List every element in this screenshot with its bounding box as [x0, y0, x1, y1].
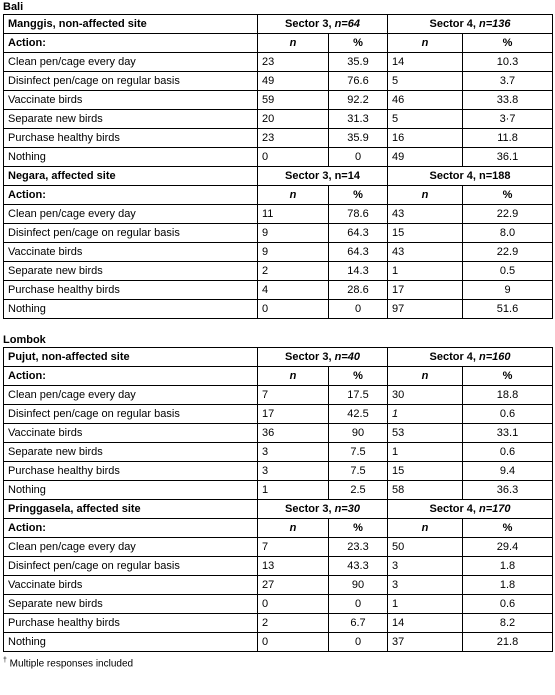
column-header-row	[4, 519, 553, 538]
s4-pct-cell: 36.3	[463, 481, 553, 500]
n-header: n	[258, 519, 329, 538]
s4-n-cell: 5	[388, 110, 463, 129]
table-row	[4, 148, 553, 167]
action-cell: Nothing	[4, 148, 258, 167]
table-row	[4, 633, 553, 652]
pct-header: %	[329, 367, 388, 386]
action-cell: Purchase healthy birds	[4, 614, 258, 633]
s4-n-cell: 1	[388, 405, 463, 424]
s3-n-cell: 0	[258, 595, 329, 614]
action-cell: Clean pen/cage every day	[4, 386, 258, 405]
s3-pct-cell: 7.5	[329, 443, 388, 462]
pct-header: %	[463, 519, 553, 538]
s3-pct-cell: 14.3	[329, 262, 388, 281]
site-name: Pujut, non-affected site	[4, 348, 258, 367]
s4-pct-cell: 0.6	[463, 405, 553, 424]
table-row	[4, 557, 553, 576]
action-cell: Nothing	[4, 481, 258, 500]
table-row	[4, 386, 553, 405]
table-row	[4, 481, 553, 500]
table-row	[4, 243, 553, 262]
s3-n-cell: 36	[258, 424, 329, 443]
s3-n-cell: 4	[258, 281, 329, 300]
s4-n-cell: 49	[388, 148, 463, 167]
action-cell: Clean pen/cage every day	[4, 53, 258, 72]
s4-n-cell: 37	[388, 633, 463, 652]
table-row	[4, 72, 553, 91]
s4-pct-cell: 51.6	[463, 300, 553, 319]
s4-pct-cell: 22.9	[463, 243, 553, 262]
action-header: Action:	[4, 367, 258, 386]
action-cell: Nothing	[4, 300, 258, 319]
s4-pct-cell: 9	[463, 281, 553, 300]
table-row	[4, 443, 553, 462]
s4-n-cell: 15	[388, 224, 463, 243]
n-header: n	[388, 34, 463, 53]
s4-n-cell: 3	[388, 576, 463, 595]
s3-n-cell: 0	[258, 633, 329, 652]
s3-pct-cell: 42.5	[329, 405, 388, 424]
pct-header: %	[463, 186, 553, 205]
sector4-header: Sector 4, n=170	[388, 500, 553, 519]
s3-n-cell: 49	[258, 72, 329, 91]
s4-n-cell: 3	[388, 557, 463, 576]
site-header-row	[4, 348, 553, 367]
action-cell: Disinfect pen/cage on regular basis	[4, 557, 258, 576]
column-header-row	[4, 34, 553, 53]
s4-pct-cell: 36.1	[463, 148, 553, 167]
action-cell: Purchase healthy birds	[4, 281, 258, 300]
action-header: Action:	[4, 519, 258, 538]
s3-pct-cell: 78.6	[329, 205, 388, 224]
s3-pct-cell: 90	[329, 424, 388, 443]
table-row	[4, 462, 553, 481]
region-label-bali: Bali	[3, 1, 24, 13]
s4-pct-cell: 8.2	[463, 614, 553, 633]
action-cell: Disinfect pen/cage on regular basis	[4, 72, 258, 91]
s3-n-cell: 3	[258, 462, 329, 481]
s3-n-cell: 1	[258, 481, 329, 500]
table-lombok	[3, 347, 553, 652]
table-row	[4, 405, 553, 424]
footnote-mark: †	[3, 657, 7, 664]
s4-n-cell: 14	[388, 53, 463, 72]
n-header: n	[388, 519, 463, 538]
pct-header: %	[329, 519, 388, 538]
action-cell: Purchase healthy birds	[4, 462, 258, 481]
s3-n-cell: 2	[258, 262, 329, 281]
s3-n-cell: 7	[258, 538, 329, 557]
pct-header: %	[463, 34, 553, 53]
table-row	[4, 110, 553, 129]
s3-pct-cell: 35.9	[329, 53, 388, 72]
s3-pct-cell: 76.6	[329, 72, 388, 91]
action-header: Action:	[4, 186, 258, 205]
s4-pct-cell: 18.8	[463, 386, 553, 405]
s3-n-cell: 9	[258, 224, 329, 243]
s4-pct-cell: 1.8	[463, 557, 553, 576]
sector4-header: Sector 4, n=160	[388, 348, 553, 367]
action-cell: Separate new birds	[4, 110, 258, 129]
s3-n-cell: 0	[258, 300, 329, 319]
action-cell: Disinfect pen/cage on regular basis	[4, 405, 258, 424]
sector4-header: Sector 4, n=188	[388, 167, 553, 186]
s3-n-cell: 23	[258, 129, 329, 148]
s4-pct-cell: 33.8	[463, 91, 553, 110]
table-row	[4, 53, 553, 72]
table-row	[4, 281, 553, 300]
s3-n-cell: 7	[258, 386, 329, 405]
pct-header: %	[329, 34, 388, 53]
s3-n-cell: 9	[258, 243, 329, 262]
s3-pct-cell: 2.5	[329, 481, 388, 500]
column-header-row	[4, 186, 553, 205]
s4-pct-cell: 0.5	[463, 262, 553, 281]
site-name: Negara, affected site	[4, 167, 258, 186]
s4-n-cell: 97	[388, 300, 463, 319]
action-cell: Vaccinate birds	[4, 243, 258, 262]
action-cell: Clean pen/cage every day	[4, 538, 258, 557]
s3-pct-cell: 0	[329, 300, 388, 319]
s3-pct-cell: 43.3	[329, 557, 388, 576]
s4-n-cell: 15	[388, 462, 463, 481]
sector3-header: Sector 3, n=30	[258, 500, 388, 519]
s3-n-cell: 23	[258, 53, 329, 72]
footnote	[0, 654, 555, 670]
s4-n-cell: 5	[388, 72, 463, 91]
s3-pct-cell: 35.9	[329, 129, 388, 148]
n-header: n	[388, 186, 463, 205]
s3-n-cell: 27	[258, 576, 329, 595]
s4-pct-cell: 1.8	[463, 576, 553, 595]
pct-header: %	[329, 186, 388, 205]
s4-pct-cell: 22.9	[463, 205, 553, 224]
s3-pct-cell: 0	[329, 595, 388, 614]
s4-pct-cell: 29.4	[463, 538, 553, 557]
s4-n-cell: 14	[388, 614, 463, 633]
table-row	[4, 614, 553, 633]
s4-n-cell: 1	[388, 262, 463, 281]
action-cell: Purchase healthy birds	[4, 129, 258, 148]
s3-n-cell: 0	[258, 148, 329, 167]
s4-pct-cell: 21.8	[463, 633, 553, 652]
s4-pct-cell: 11.8	[463, 129, 553, 148]
site-header-row	[4, 15, 553, 34]
section-gap	[0, 319, 555, 333]
s3-n-cell: 3	[258, 443, 329, 462]
s3-pct-cell: 23.3	[329, 538, 388, 557]
action-header: Action:	[4, 34, 258, 53]
s4-n-cell: 53	[388, 424, 463, 443]
s4-n-cell: 58	[388, 481, 463, 500]
s4-n-cell: 46	[388, 91, 463, 110]
site-header-row	[4, 167, 553, 186]
s3-pct-cell: 64.3	[329, 224, 388, 243]
s4-n-cell: 17	[388, 281, 463, 300]
s3-n-cell: 20	[258, 110, 329, 129]
action-cell: Separate new birds	[4, 595, 258, 614]
action-cell: Vaccinate birds	[4, 576, 258, 595]
table-row	[4, 424, 553, 443]
n-header: n	[258, 34, 329, 53]
table-row	[4, 91, 553, 110]
action-cell: Vaccinate birds	[4, 424, 258, 443]
table-row	[4, 300, 553, 319]
s4-n-cell: 16	[388, 129, 463, 148]
action-cell: Separate new birds	[4, 262, 258, 281]
table-row	[4, 224, 553, 243]
s4-pct-cell: 0.6	[463, 443, 553, 462]
s4-n-cell: 43	[388, 243, 463, 262]
s4-n-cell: 1	[388, 595, 463, 614]
s3-pct-cell: 7.5	[329, 462, 388, 481]
s4-pct-cell: 3.7	[463, 72, 553, 91]
pct-header: %	[463, 367, 553, 386]
s3-pct-cell: 31.3	[329, 110, 388, 129]
s4-pct-cell: 9.4	[463, 462, 553, 481]
s3-pct-cell: 64.3	[329, 243, 388, 262]
column-header-row	[4, 367, 553, 386]
s4-pct-cell: 0.6	[463, 595, 553, 614]
site-name: Pringgasela, affected site	[4, 500, 258, 519]
n-header: n	[388, 367, 463, 386]
s4-n-cell: 50	[388, 538, 463, 557]
action-cell: Vaccinate birds	[4, 91, 258, 110]
s3-pct-cell: 90	[329, 576, 388, 595]
site-header-row	[4, 500, 553, 519]
sector4-header: Sector 4, n=136	[388, 15, 553, 34]
s3-n-cell: 17	[258, 405, 329, 424]
s3-n-cell: 13	[258, 557, 329, 576]
s4-n-cell: 1	[388, 443, 463, 462]
action-cell: Nothing	[4, 633, 258, 652]
s3-pct-cell: 17.5	[329, 386, 388, 405]
table-row	[4, 538, 553, 557]
s3-pct-cell: 0	[329, 633, 388, 652]
sector3-header: Sector 3, n=64	[258, 15, 388, 34]
table-row	[4, 576, 553, 595]
n-header: n	[258, 186, 329, 205]
action-cell: Clean pen/cage every day	[4, 205, 258, 224]
table-row	[4, 262, 553, 281]
s3-pct-cell: 0	[329, 148, 388, 167]
sector3-header: Sector 3, n=14	[258, 167, 388, 186]
s4-pct-cell: 33.1	[463, 424, 553, 443]
site-name: Manggis, non-affected site	[4, 15, 258, 34]
action-cell: Separate new birds	[4, 443, 258, 462]
s4-pct-cell: 8.0	[463, 224, 553, 243]
s4-n-cell: 43	[388, 205, 463, 224]
s3-n-cell: 59	[258, 91, 329, 110]
sector3-header: Sector 3, n=40	[258, 348, 388, 367]
n-header: n	[258, 367, 329, 386]
table-row	[4, 205, 553, 224]
s4-pct-cell: 3·7	[463, 110, 553, 129]
s3-n-cell: 2	[258, 614, 329, 633]
s3-pct-cell: 28.6	[329, 281, 388, 300]
s3-pct-cell: 6.7	[329, 614, 388, 633]
s4-n-cell: 30	[388, 386, 463, 405]
s4-pct-cell: 10.3	[463, 53, 553, 72]
s3-pct-cell: 92.2	[329, 91, 388, 110]
table-row	[4, 595, 553, 614]
table-bali	[3, 14, 553, 319]
footnote-text: Multiple responses included	[6, 658, 134, 670]
table-row	[4, 129, 553, 148]
action-cell: Disinfect pen/cage on regular basis	[4, 224, 258, 243]
s3-n-cell: 11	[258, 205, 329, 224]
region-label-lombok: Lombok	[3, 334, 46, 346]
